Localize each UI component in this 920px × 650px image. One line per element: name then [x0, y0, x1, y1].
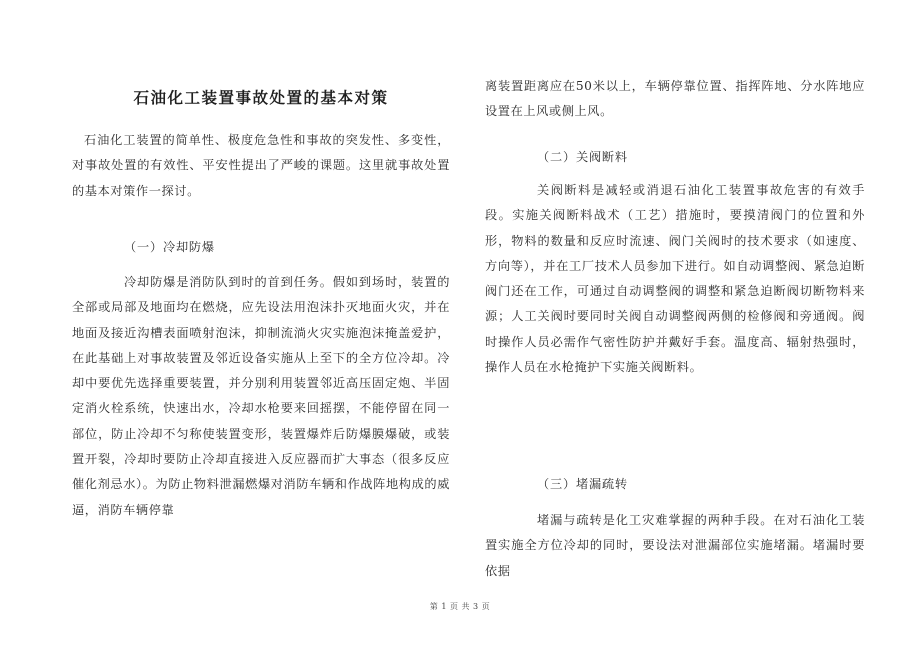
section-heading-plugging: （三）堵漏疏转: [537, 477, 628, 491]
document-title: 石油化工装置事故处置的基本对策: [133, 88, 389, 107]
section-body-plugging: 堵漏与疏转是化工灾难掌握的两种手段。在对石油化工装置实施全方位冷却的同时，要设法对泄漏部位实施堵漏。堵漏时要依据: [485, 513, 865, 578]
section-body-cooling: 冷却防爆是消防队到时的首到任务。假如到场时，装置的全部或局部及地面均在燃烧，应先设法用泡沫扑灭地面火灾，并在地面及接近沟槽表面喷射泡沫，抑制流淌火灾实施泡沫掩盖爱护，在此基础上对事故装置及邻近设备实施从上至下的全方位冷却。冷却中要优先选择重要装置，并分别利用装置邻近高压固定炮、半固定消火栓系统，快速出水，冷却水枪要来回摇摆，不能停留在同一部位，防止冷却不匀称使装置变形，装置爆炸后防爆膜爆破，或装置开裂，冷却时要防止冷却直接进入反应器而扩大事态（很多反应催化剂忌水）。为防止物料泄漏燃爆对消防车辆和作战阵地构成的威逼，消防车辆停靠: [72, 275, 450, 517]
section-heading-valve: （二）关阀断料: [537, 150, 628, 164]
intro-paragraph: 石油化工装置的简单性、极度危急性和事故的突发性、多变性，对事故处置的有效性、平安性提出了严峻的课题。这里就事故处置的基本对策作一探讨。: [72, 133, 450, 198]
continuation-paragraph: 离装置距离应在50米以上，车辆停靠位置、指挥阵地、分水阵地应设置在上风或侧上风。: [485, 79, 865, 119]
section-heading-cooling: （一）冷却防爆: [124, 240, 215, 254]
page-footer: 第 1 页 共 3 页: [429, 602, 491, 611]
section-body-valve: 关阀断料是减轻或消退石油化工装置事故危害的有效手段。实施关阀断料战术（工艺）措施时，要摸清阀门的位置和外形，物料的数量和反应时流速、阀门关阀时的技术要求（如速度、方向等），并在工厂技术人员参加下进行。如自动调整阀、紧急迫断阀门还在工作，可通过自动调整阀的调整和紧急迫断阀切断物料来源；人工关阀时要同时关阀自动调整阀两侧的检修阀和旁通阀。阀时操作人员必需作气密性防护并戴好手套。温度高、辐射热强时，操作人员在水枪掩护下实施关阀断料。: [485, 183, 865, 375]
